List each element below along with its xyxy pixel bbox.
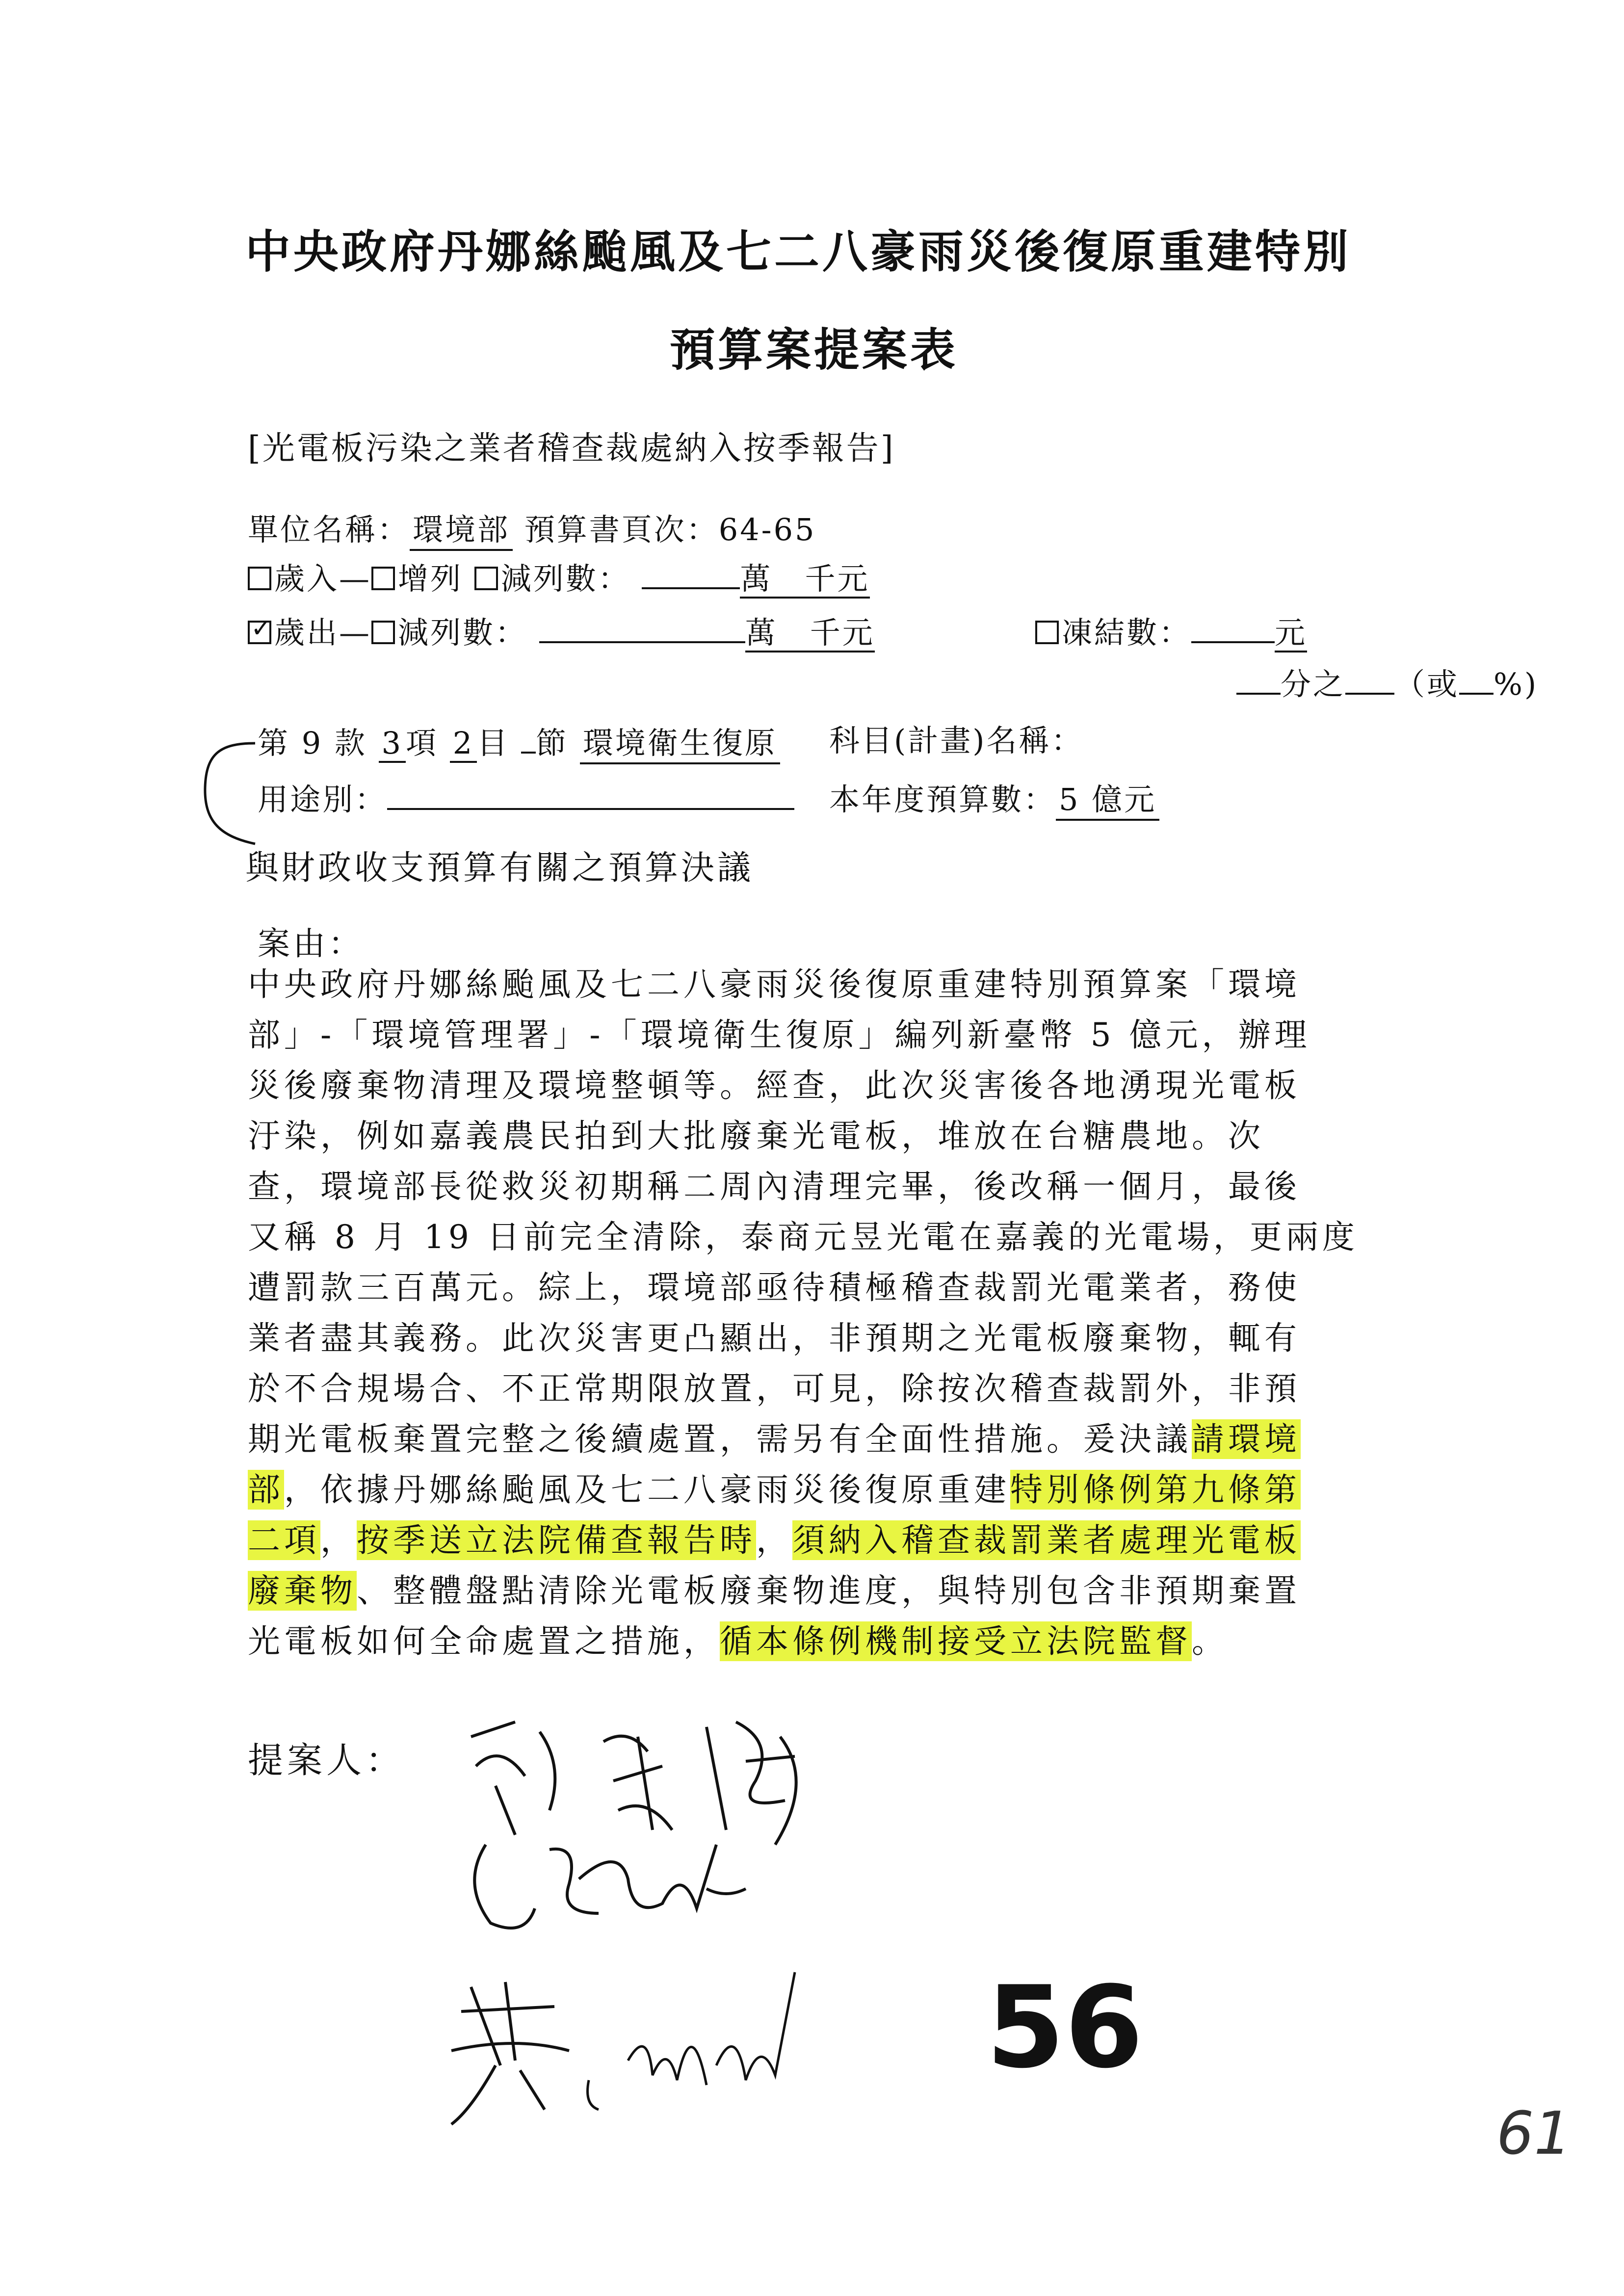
revenue-amount-units: 萬 千元 bbox=[740, 561, 869, 599]
resolution-heading: 與財政收支預算有關之預算決議 bbox=[245, 849, 754, 887]
expense-amount-blank[interactable] bbox=[539, 641, 745, 643]
reason-line bbox=[248, 1262, 1386, 1313]
proposal-subject: [光電板污染之業者稽查裁處納入按季報告] bbox=[248, 429, 895, 467]
reason-text: 災後廢棄物清理及環境整頓等。經查，此次災害後各地湧現光電板 bbox=[248, 1067, 1301, 1104]
revenue-row bbox=[248, 554, 870, 598]
fraction-row bbox=[1236, 660, 1538, 704]
revenue-checkbox[interactable] bbox=[248, 567, 271, 590]
reason-line bbox=[248, 1414, 1386, 1464]
highlighted-text: 特別條例第九條第 bbox=[1010, 1471, 1301, 1509]
revenue-add-label: 增列 bbox=[398, 561, 463, 597]
item-mu-label: 目 bbox=[477, 725, 510, 761]
signature-3 bbox=[442, 1953, 824, 2139]
reason-line bbox=[248, 1161, 1386, 1212]
unit-row bbox=[248, 505, 816, 551]
highlighted-text: 須納入稽查裁罰業者處理光電板 bbox=[792, 1521, 1301, 1559]
page-value: 64-65 bbox=[718, 512, 816, 548]
reason-line bbox=[248, 1464, 1386, 1515]
item-kuan: 第 9 款 bbox=[258, 725, 367, 761]
expense-prefix: 歲出— bbox=[274, 615, 372, 651]
freeze-blank[interactable] bbox=[1191, 641, 1275, 643]
reason-line bbox=[248, 1111, 1386, 1161]
item-jie-label: 節 bbox=[535, 725, 568, 761]
reason-line bbox=[248, 1363, 1386, 1414]
item-xiang-value: 3 bbox=[379, 725, 406, 763]
highlighted-text: 循本條例機制接受立法院監督 bbox=[720, 1622, 1192, 1660]
reason-text: 光電板如何全命處置之措施， bbox=[248, 1622, 720, 1660]
freeze-row bbox=[1035, 608, 1307, 652]
freeze-label: 凍結數： bbox=[1062, 615, 1192, 651]
expense-cut-label: 減列數： bbox=[398, 615, 528, 651]
reason-line bbox=[248, 1616, 1386, 1667]
highlighted-text: 按季送立法院備查報告時 bbox=[357, 1521, 756, 1559]
reason-text: 中央政府丹娜絲颱風及七二八豪雨災後復原重建特別預算案「環境 bbox=[248, 965, 1301, 1003]
item-mu-value: 2 bbox=[450, 725, 477, 763]
highlighted-text: 部 bbox=[248, 1471, 284, 1509]
subject-name-label: 科目(計畫)名稱： bbox=[829, 723, 1084, 758]
reason-line bbox=[248, 959, 1386, 1010]
reason-text: 於不合規場合、不正常期限放置，可見，除按次稽查裁罰外，非預 bbox=[248, 1370, 1301, 1408]
reason-line bbox=[248, 1212, 1386, 1262]
item-name: 環境衛生復原 bbox=[580, 719, 780, 764]
fraction-blank-2[interactable] bbox=[1345, 693, 1394, 695]
reason-text: 又稱 8 月 19 日前完全清除，泰商元昱光電在嘉義的光電場，更兩度 bbox=[248, 1218, 1359, 1256]
reason-text: 。 bbox=[1192, 1622, 1228, 1660]
budget-label: 本年度預算數： bbox=[829, 782, 1056, 817]
reason-text: ， bbox=[320, 1521, 357, 1559]
expense-checkbox[interactable] bbox=[248, 621, 271, 644]
reason-text: 部」-「環境管理署」-「環境衛生復原」編列新臺幣 5 億元，辦理 bbox=[248, 1016, 1311, 1054]
reason-body bbox=[248, 959, 1386, 1667]
item-jie-blank[interactable] bbox=[521, 752, 536, 754]
expense-row bbox=[248, 608, 875, 652]
freeze-unit: 元 bbox=[1275, 615, 1307, 652]
highlighted-text: 二項 bbox=[248, 1521, 320, 1559]
reason-text: 查，環境部長從救災初期稱二周內清理完畢，後改稱一個月，最後 bbox=[248, 1168, 1301, 1205]
reason-text: 期光電板棄置完整之後續處置，需另有全面性措施。爰決議 bbox=[248, 1420, 1192, 1458]
fraction-blank-1[interactable] bbox=[1236, 693, 1281, 695]
page-number: 61 bbox=[1496, 2100, 1572, 2168]
reason-line bbox=[248, 1313, 1386, 1363]
reason-text: 業者盡其義務。此次災害更凸顯出，非預期之光電板廢棄物，輒有 bbox=[248, 1319, 1301, 1357]
item-row bbox=[258, 719, 780, 764]
title-line-2: 預算案提案表 bbox=[670, 324, 959, 376]
reason-label: 案由： bbox=[258, 925, 364, 963]
reason-line bbox=[248, 1565, 1386, 1616]
reason-line bbox=[248, 1060, 1386, 1111]
revenue-add-checkbox[interactable] bbox=[371, 567, 395, 590]
reason-line bbox=[248, 1515, 1386, 1565]
revenue-prefix: 歲入— bbox=[274, 561, 372, 597]
fraction-blank-3[interactable] bbox=[1459, 693, 1493, 695]
fraction-a: 分之 bbox=[1281, 666, 1346, 702]
freeze-checkbox[interactable] bbox=[1035, 621, 1059, 644]
item-xiang-label: 項 bbox=[406, 725, 439, 761]
handwritten-brace bbox=[186, 733, 260, 851]
page-label: 預算書頁次： bbox=[524, 512, 719, 548]
usage-blank[interactable] bbox=[387, 808, 794, 810]
budget-value: 5 億元 bbox=[1056, 775, 1159, 821]
expense-amount-units: 萬 千元 bbox=[745, 615, 875, 652]
revenue-cut-label: 減列數： bbox=[500, 561, 630, 597]
reason-text: 、整體盤點清除光電板廢棄物進度，與特別包含非預期棄置 bbox=[357, 1572, 1301, 1610]
proposer-label: 提案人： bbox=[248, 1740, 405, 1781]
highlighted-text: 請環境 bbox=[1192, 1420, 1301, 1458]
revenue-cut-checkbox[interactable] bbox=[474, 567, 498, 590]
reason-line bbox=[248, 1010, 1386, 1060]
signature-2 bbox=[451, 1815, 795, 1962]
usage-row bbox=[258, 775, 794, 819]
title-line-1: 中央政府丹娜絲颱風及七二八豪雨災後復原重建特別 bbox=[245, 226, 1352, 278]
reason-text: ， bbox=[756, 1521, 792, 1559]
revenue-amount-blank[interactable] bbox=[642, 587, 740, 589]
usage-label: 用途別： bbox=[258, 782, 388, 817]
fraction-c: %) bbox=[1493, 666, 1539, 702]
reason-text: ，依據丹娜絲颱風及七二八豪雨災後復原重建 bbox=[284, 1471, 1010, 1509]
reason-text: 遭罰款三百萬元。綜上，環境部亟待積極稽查裁罰光電業者，務使 bbox=[248, 1269, 1301, 1306]
highlighted-text: 廢棄物 bbox=[248, 1572, 357, 1610]
unit-label: 單位名稱： bbox=[248, 512, 410, 548]
budget-row bbox=[829, 775, 1159, 821]
expense-cut-checkbox[interactable] bbox=[371, 621, 395, 644]
unit-value: 環境部 bbox=[410, 505, 513, 551]
reason-text: 汙染，例如嘉義農民拍到大批廢棄光電板，堆放在台糖農地。次 bbox=[248, 1117, 1264, 1155]
fraction-b: （或 bbox=[1394, 666, 1460, 702]
handwritten-number: 56 bbox=[986, 1962, 1144, 2093]
